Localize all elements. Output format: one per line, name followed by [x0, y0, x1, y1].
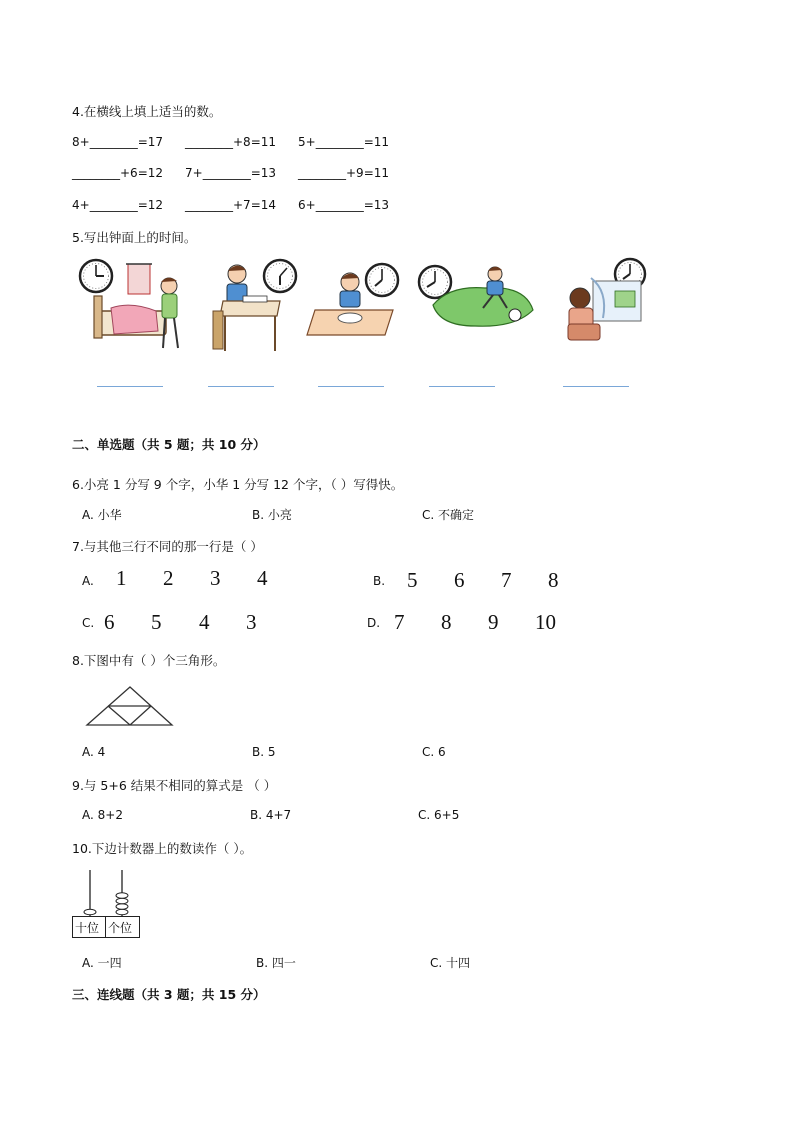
q7-option-a-label[interactable]: A. [82, 574, 94, 588]
q5-title: 5.写出钟面上的时间。 [72, 230, 197, 245]
scene-eating-illustration [305, 260, 405, 340]
scene-football-illustration [415, 260, 540, 330]
q4-item: ________+6=12 [72, 166, 164, 180]
scene-window-illustration [563, 256, 648, 346]
q7-c-num: 5 [151, 610, 162, 634]
q9-title: 9.与 5+6 结果不相同的算式是 （ ） [72, 778, 277, 793]
q8-option-a[interactable]: A. 4 [82, 745, 106, 759]
q7-a-num: 4 [257, 566, 268, 590]
q8-title: 8.下图中有（ ）个三角形。 [72, 653, 226, 668]
q8-option-b[interactable]: B. 5 [252, 745, 276, 759]
q4-item: ________+8=11 [185, 135, 277, 149]
q7-c-num: 4 [199, 610, 210, 634]
q4-item: 4+________=12 [72, 198, 164, 212]
abacus-figure [72, 868, 142, 918]
q6-option-c[interactable]: C. 不确定 [422, 508, 475, 522]
answer-blank-1[interactable] [97, 386, 163, 387]
scene-wake-up-illustration [76, 256, 186, 356]
q6-option-a[interactable]: A. 小华 [82, 508, 122, 522]
q6-option-b[interactable]: B. 小亮 [252, 508, 292, 522]
q7-b-num: 8 [548, 568, 559, 592]
q4-item: ________+7=14 [185, 198, 277, 212]
answer-blank-5[interactable] [563, 386, 629, 387]
answer-blank-3[interactable] [318, 386, 384, 387]
q8-option-c[interactable]: C. 6 [422, 745, 446, 759]
q10-option-c[interactable]: C. 十四 [430, 956, 471, 970]
q9-option-c[interactable]: C. 6+5 [418, 808, 460, 822]
q9-option-b[interactable]: B. 4+7 [250, 808, 292, 822]
q7-b-num: 7 [501, 568, 512, 592]
q6-title: 6.小亮 1 分写 9 个字，小华 1 分写 12 个字，（ ）写得快。 [72, 477, 404, 492]
q4-item: 5+________=11 [298, 135, 390, 149]
q7-a-num: 1 [116, 566, 127, 590]
q4-item: 8+________=17 [72, 135, 164, 149]
q7-c-num: 3 [246, 610, 257, 634]
q7-d-num: 9 [488, 610, 499, 634]
q7-title: 7.与其他三行不同的那一行是（ ） [72, 539, 263, 554]
q10-title: 10.下边计数器上的数读作（ ）。 [72, 841, 253, 856]
q9-option-a[interactable]: A. 8+2 [82, 808, 123, 822]
triangle-figure [86, 686, 176, 728]
q7-d-num: 8 [441, 610, 452, 634]
section-2-title: 二、单选题（共 5 题；共 10 分） [72, 437, 266, 452]
scene-homework-illustration [205, 256, 305, 356]
abacus-base [72, 916, 140, 938]
q7-a-num: 2 [163, 566, 174, 590]
q7-b-num: 5 [407, 568, 418, 592]
abacus-tens-label: 十位 [75, 921, 100, 935]
q7-a-num: 3 [210, 566, 221, 590]
q4-item: 6+________=13 [298, 198, 390, 212]
q7-option-b-label[interactable]: B. [373, 574, 386, 588]
q7-c-num: 6 [104, 610, 115, 634]
q7-option-d-label[interactable]: D. [367, 616, 381, 630]
answer-blank-2[interactable] [208, 386, 274, 387]
q4-title: 4.在横线上填上适当的数。 [72, 104, 222, 119]
section-3-title: 三、连线题（共 3 题；共 15 分） [72, 987, 266, 1002]
q4-item: 7+________=13 [185, 166, 277, 180]
answer-blank-4[interactable] [429, 386, 495, 387]
q4-item: ________+9=11 [298, 166, 390, 180]
q10-option-b[interactable]: B. 四一 [256, 956, 296, 970]
q7-d-num: 7 [394, 610, 405, 634]
q7-option-c-label[interactable]: C. [82, 616, 95, 630]
q7-d-num: 10 [535, 610, 556, 634]
abacus-ones-label: 个位 [108, 921, 133, 935]
q10-option-a[interactable]: A. 一四 [82, 956, 122, 970]
q7-b-num: 6 [454, 568, 465, 592]
